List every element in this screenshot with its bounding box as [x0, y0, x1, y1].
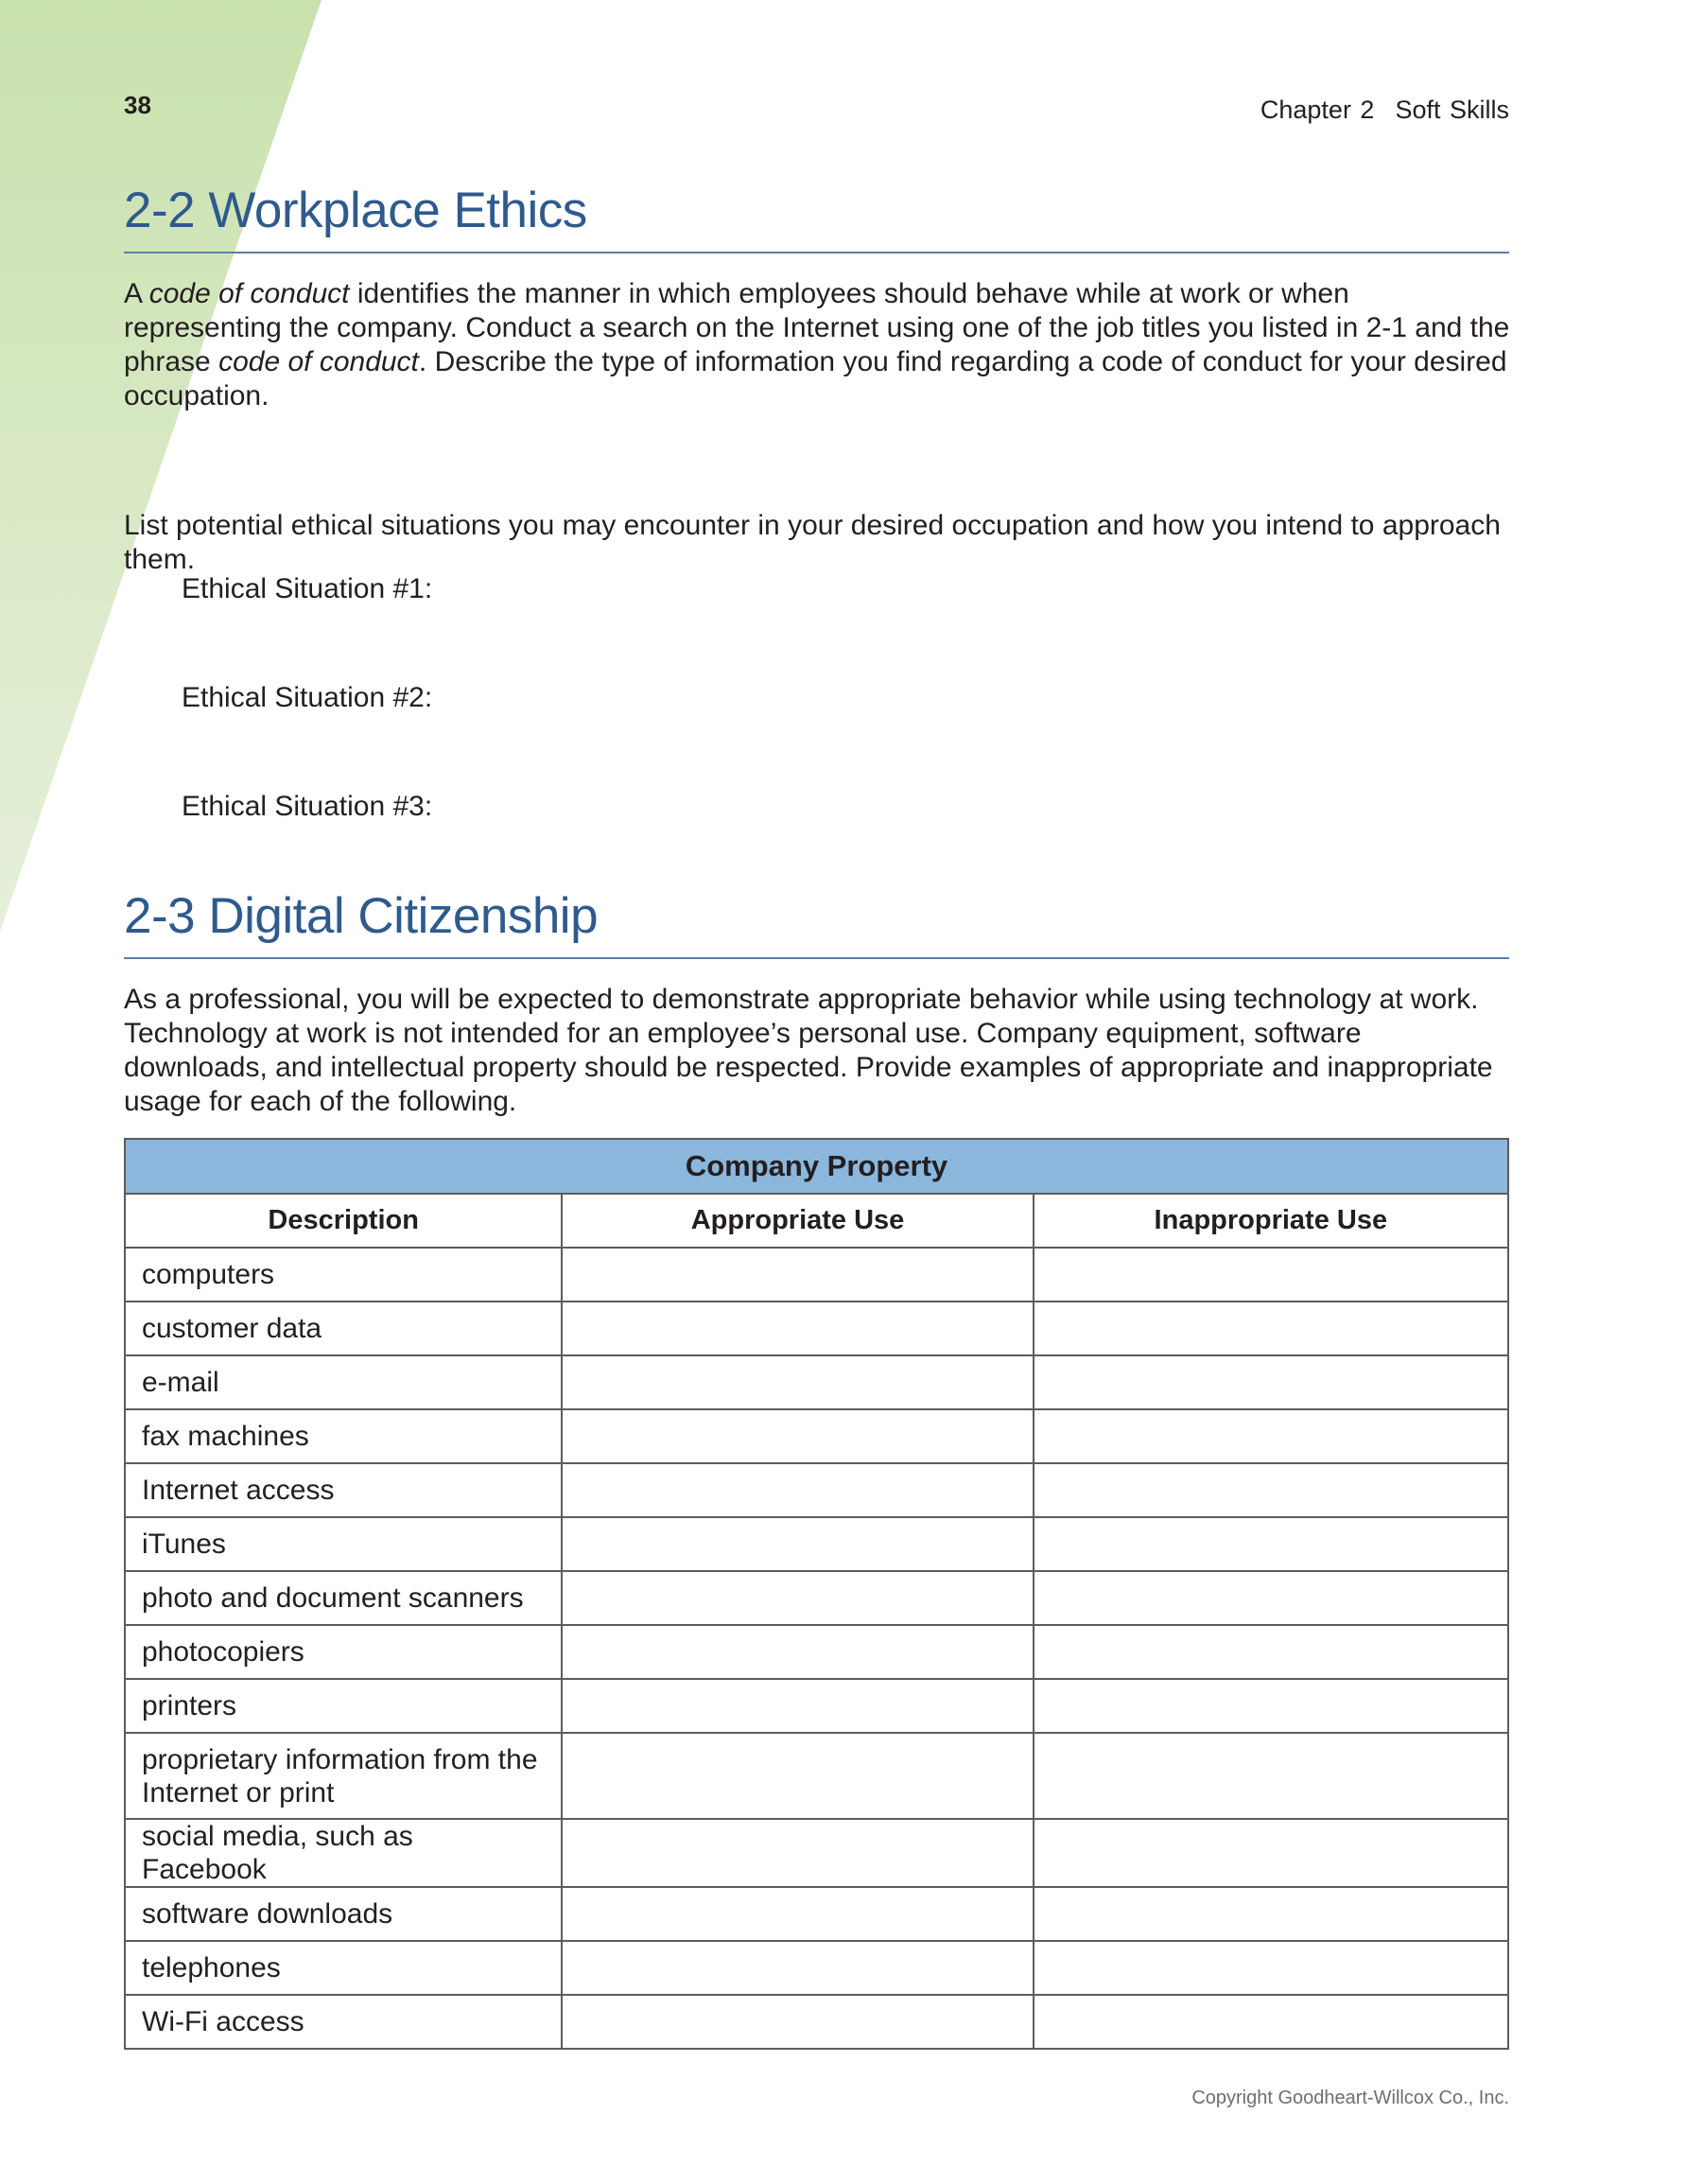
description-cell: printers: [125, 1679, 562, 1733]
appropriate-use-cell[interactable]: [562, 1995, 1033, 2049]
table-row: [125, 1355, 1508, 1409]
inappropriate-use-cell[interactable]: [1034, 1463, 1508, 1517]
inappropriate-use-cell[interactable]: [1034, 1409, 1508, 1463]
description-cell: iTunes: [125, 1517, 562, 1571]
description-cell: fax machines: [125, 1409, 562, 1463]
section-title-workplace-ethics: 2-2 Workplace Ethics: [124, 183, 587, 238]
term-code-of-conduct: code of conduct: [148, 278, 350, 309]
appropriate-use-cell[interactable]: [562, 1517, 1033, 1571]
column-header-description: Description: [125, 1194, 562, 1248]
table-row: [125, 1409, 1508, 1463]
description-cell: e-mail: [125, 1355, 562, 1409]
description-cell: proprietary information from the Internet or print: [125, 1733, 562, 1819]
table-row: [125, 1302, 1508, 1355]
description-cell: telephones: [125, 1941, 562, 1995]
table-row: [125, 1571, 1508, 1625]
inappropriate-use-cell[interactable]: [1034, 1941, 1508, 1995]
appropriate-use-cell[interactable]: [562, 1302, 1033, 1355]
ethical-situation-3-label: Ethical Situation #3:: [182, 791, 433, 822]
appropriate-use-cell[interactable]: [562, 1819, 1033, 1887]
appropriate-use-cell[interactable]: [562, 1571, 1033, 1625]
table-row: [125, 1625, 1508, 1679]
description-cell: photocopiers: [125, 1625, 562, 1679]
appropriate-use-cell[interactable]: [562, 1679, 1033, 1733]
inappropriate-use-cell[interactable]: [1034, 1679, 1508, 1733]
column-header-inappropriate-use: Inappropriate Use: [1034, 1194, 1508, 1248]
appropriate-use-cell[interactable]: [562, 1409, 1033, 1463]
inappropriate-use-cell[interactable]: [1034, 1733, 1508, 1819]
table-row: [125, 1941, 1508, 1995]
table-row: [125, 1995, 1508, 2049]
table-row: [125, 1463, 1508, 1517]
appropriate-use-cell[interactable]: [562, 1355, 1033, 1409]
ethical-situation-1-label: Ethical Situation #1:: [182, 573, 433, 604]
table-row: [125, 1517, 1508, 1571]
description-cell: social media, such as Facebook: [125, 1819, 562, 1887]
inappropriate-use-cell[interactable]: [1034, 1995, 1508, 2049]
inappropriate-use-cell[interactable]: [1034, 1571, 1508, 1625]
table-row: [125, 1733, 1508, 1819]
section-title-digital-citizenship: 2-3 Digital Citizenship: [124, 888, 599, 944]
description-cell: photo and document scanners: [125, 1571, 562, 1625]
appropriate-use-cell[interactable]: [562, 1248, 1033, 1302]
term-code-of-conduct: code of conduct: [218, 346, 419, 377]
table-row: [125, 1887, 1508, 1941]
ethical-situations-prompt: List potential ethical situations you may encounter in your desired occupation and how you intend to approach them.: [124, 510, 1501, 575]
appropriate-use-cell[interactable]: [562, 1887, 1033, 1941]
digital-citizenship-paragraph: As a professional, you will be expected to demonstrate appropriate behavior while using technology at work. Technology at work is not intended for an employee’s personal use. Company equipment, software downloads, and intellectual property should be respected. Provide examples of appropriate and inappropriate usage for each of the following.: [124, 984, 1493, 1117]
chapter-label: Chapter 2: [1260, 96, 1375, 124]
appropriate-use-cell[interactable]: [562, 1463, 1033, 1517]
appropriate-use-cell[interactable]: [562, 1941, 1033, 1995]
description-cell: computers: [125, 1248, 562, 1302]
inappropriate-use-cell[interactable]: [1034, 1302, 1508, 1355]
description-cell: customer data: [125, 1302, 562, 1355]
inappropriate-use-cell[interactable]: [1034, 1819, 1508, 1887]
description-cell: Internet access: [125, 1463, 562, 1517]
chapter-title: Soft Skills: [1395, 96, 1509, 124]
appropriate-use-cell[interactable]: [562, 1625, 1033, 1679]
code-of-conduct-paragraph: A code of conduct identifies the manner in which employees should behave while at work or when representing the company. Conduct a search on the Internet using one of the job titles you listed in 2-1 and the phrase code of conduct. Describe the type of information you find regarding a code of conduct for your desired occupation.: [124, 278, 1510, 411]
inappropriate-use-cell[interactable]: [1034, 1625, 1508, 1679]
table-banner: Company Property: [125, 1139, 1508, 1194]
table-row: [125, 1248, 1508, 1302]
inappropriate-use-cell[interactable]: [1034, 1517, 1508, 1571]
company-property-table: [124, 1138, 1509, 2050]
description-cell: Wi-Fi access: [125, 1995, 562, 2049]
section-divider: [124, 252, 1509, 253]
copyright-notice: Copyright Goodheart-Willcox Co., Inc.: [1191, 2088, 1509, 2108]
section-divider: [124, 957, 1509, 959]
page-number: 38: [124, 91, 151, 119]
table-row: [125, 1819, 1508, 1887]
column-header-appropriate-use: Appropriate Use: [562, 1194, 1033, 1248]
table-row: [125, 1679, 1508, 1733]
inappropriate-use-cell[interactable]: [1034, 1355, 1508, 1409]
ethical-situation-2-label: Ethical Situation #2:: [182, 682, 433, 713]
appropriate-use-cell[interactable]: [562, 1733, 1033, 1819]
inappropriate-use-cell[interactable]: [1034, 1248, 1508, 1302]
description-cell: software downloads: [125, 1887, 562, 1941]
running-head: [1260, 96, 1509, 125]
inappropriate-use-cell[interactable]: [1034, 1887, 1508, 1941]
